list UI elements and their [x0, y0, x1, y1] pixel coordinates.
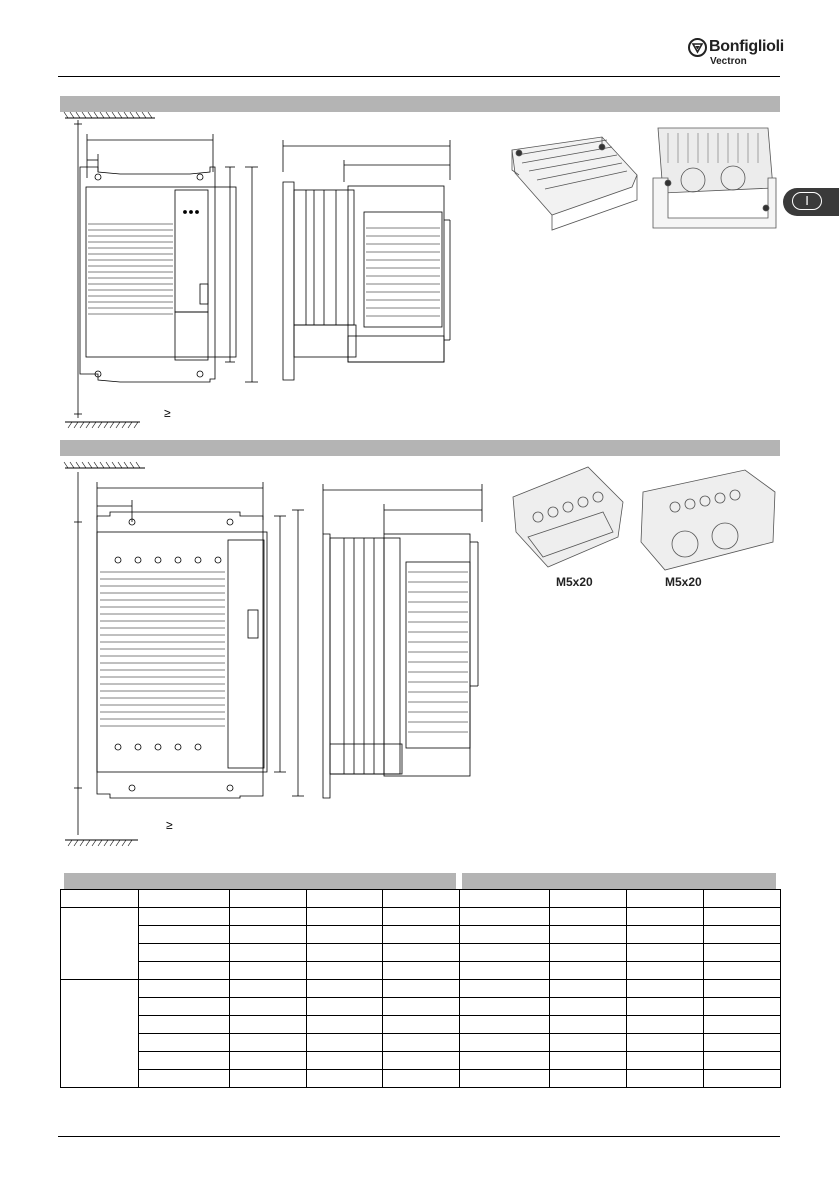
dimensions-table	[60, 889, 781, 1088]
table-row	[61, 962, 781, 980]
table-row	[61, 980, 781, 998]
mounting-bracket-photo-2	[648, 118, 778, 236]
group-cell-2	[61, 980, 139, 1088]
terminal-photo-1	[508, 462, 628, 577]
screw-label-right: M5x20	[665, 575, 702, 589]
brand-name: Bonfiglioli	[709, 38, 784, 55]
table-row	[61, 926, 781, 944]
table-row	[61, 1070, 781, 1088]
header-rule	[58, 76, 780, 77]
brand-subtitle: Vectron	[710, 56, 747, 67]
table-band-left	[64, 873, 456, 889]
table-row	[61, 944, 781, 962]
dimension-drawing-side-1	[278, 140, 458, 390]
footer-rule	[58, 1136, 780, 1137]
table-header-row	[61, 890, 781, 908]
table-row	[61, 998, 781, 1016]
dimension-drawing-front-2	[60, 460, 310, 850]
dimension-drawing-side-2	[318, 482, 488, 800]
screw-label-left: M5x20	[556, 575, 593, 589]
section-band-1	[60, 96, 780, 112]
table-row	[61, 908, 781, 926]
min-clearance-label-1: ≥	[164, 406, 171, 420]
bonfiglioli-logo-icon	[688, 38, 707, 57]
section-tab	[783, 188, 839, 216]
min-clearance-label-2: ≥	[166, 818, 173, 832]
section-tab-label: I	[805, 193, 809, 208]
terminal-photo-2	[635, 462, 779, 577]
table-row	[61, 1016, 781, 1034]
group-cell-1	[61, 908, 139, 980]
section-band-2	[60, 440, 780, 456]
table-row	[61, 1034, 781, 1052]
table-row	[61, 1052, 781, 1070]
mounting-bracket-photo-1	[507, 125, 642, 235]
table-band-right	[462, 873, 776, 889]
dimension-drawing-front-1	[60, 112, 270, 432]
